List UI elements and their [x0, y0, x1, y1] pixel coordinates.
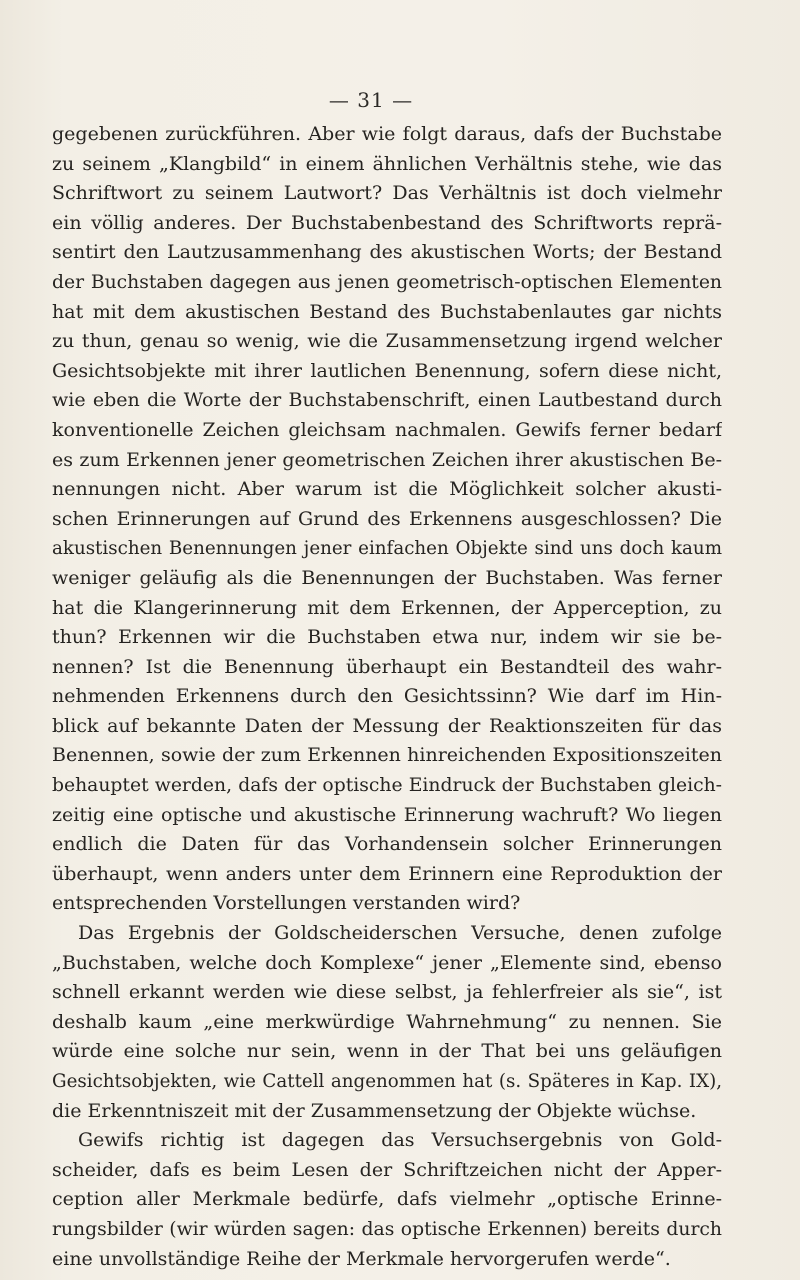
text-line: deshalb kaum „eine merkwürdige Wahrnehmung“ zu nennen. Sie	[52, 1010, 722, 1033]
body-text	[52, 120, 722, 1274]
text-line: gegebenen zurückführen. Aber wie folgt daraus, dafs der Buchstabe	[52, 123, 722, 145]
text-line: thun? Erkennen wir die Buchstaben etwa nur, indem wir sie be-	[52, 626, 722, 649]
text-line: zu thun, genau so wenig, wie die Zusammensetzung irgend welcher	[52, 330, 722, 353]
text-line: schnell erkannt werden wie diese selbst, ja fehlerfreier als sie“, ist	[52, 981, 722, 1004]
text-line: konventionelle Zeichen gleichsam nachmalen. Gewifs ferner bedarf	[52, 418, 722, 441]
text-line: wie eben die Worte der Buchstabenschrift, einen Lautbestand durch	[52, 389, 722, 412]
text-line: Gewifs richtig ist dagegen das Versuchsergebnis von Gold-	[78, 1129, 722, 1152]
text-line: „Buchstaben, welche doch Komplexe“ jener „Elemente sind, ebenso	[52, 951, 722, 974]
text-line: hat mit dem akustischen Bestand des Buchstabenlautes gar nichts	[52, 300, 722, 323]
text-line: ception aller Merkmale bedürfe, dafs vielmehr „optische Erinne-	[52, 1188, 722, 1211]
text-line: nennungen nicht. Aber warum ist die Möglichkeit solcher akusti-	[52, 478, 722, 501]
text-line: blick auf bekannte Daten der Messung der Reaktionszeiten für das	[52, 714, 722, 737]
text-line: behauptet werden, dafs der optische Eindruck der Buchstaben gleich-	[52, 775, 722, 797]
text-line: entsprechenden Vorstellungen verstanden wird?	[52, 892, 521, 915]
text-line: endlich die Daten für das Vorhandensein solcher Erinnerungen	[52, 833, 722, 856]
text-line: zeitig eine optische und akustische Erinnerung wachruft? Wo liegen	[52, 803, 722, 826]
text-line: weniger geläufig als die Benennungen der Buchstaben. Was ferner	[52, 566, 722, 589]
text-line: hat die Klangerinnerung mit dem Erkennen, der Apperception, zu	[52, 596, 722, 619]
text-line: sentirt den Lautzusammenhang des akustischen Worts; der Bestand	[52, 241, 722, 264]
text-line: Schriftwort zu seinem Lautwort? Das Verhältnis ist doch vielmehr	[52, 182, 722, 205]
text-line: der Buchstaben dagegen aus jenen geometrisch-optischen Elementen	[52, 271, 722, 293]
text-line: Das Ergebnis der Goldscheiderschen Versuche, denen zufolge	[78, 922, 722, 945]
text-line: rungsbilder (wir würden sagen: das optische Erkennen) bereits durch	[52, 1218, 722, 1240]
text-line: überhaupt, wenn anders unter dem Erinnern eine Reproduktion der	[52, 862, 722, 885]
text-line: Gesichtsobjekten, wie Cattell angenommen hat (s. Späteres in Kap. IX),	[52, 1071, 722, 1092]
text-line: Gesichtsobjekte mit ihrer lautlichen Benennung, sofern diese nicht,	[52, 359, 722, 382]
text-line: eine unvollständige Reihe der Merkmale hervorgerufen werde“.	[52, 1247, 671, 1270]
text-line: es zum Erkennen jener geometrischen Zeichen ihrer akustischen Be-	[52, 448, 722, 471]
text-line: zu seinem „Klangbild“ in einem ähnlichen Verhältnis stehe, wie das	[52, 152, 722, 175]
text-line: scheider, dafs es beim Lesen der Schriftzeichen nicht der Apper-	[52, 1158, 722, 1181]
text-line: schen Erinnerungen auf Grund des Erkennens ausgeschlossen? Die	[52, 507, 722, 530]
text-line: nehmenden Erkennens durch den Gesichtssinn? Wie darf im Hin-	[52, 685, 722, 708]
text-line: nennen? Ist die Benennung überhaupt ein Bestandteil des wahr-	[52, 655, 722, 678]
text-line: ein völlig anderes. Der Buchstabenbestand des Schriftworts reprä-	[52, 211, 722, 234]
text-line: würde eine solche nur sein, wenn in der That bei uns geläufigen	[52, 1040, 722, 1063]
text-line: Benennen, sowie der zum Erkennen hinreichenden Expositionszeiten	[52, 744, 722, 767]
page-number: — 31 —	[328, 88, 414, 112]
text-line: akustischen Benennungen jener einfachen Objekte sind uns doch kaum	[52, 538, 722, 560]
text-line: die Erkenntniszeit mit der Zusammensetzung der Objekte wüchse.	[52, 1099, 697, 1122]
